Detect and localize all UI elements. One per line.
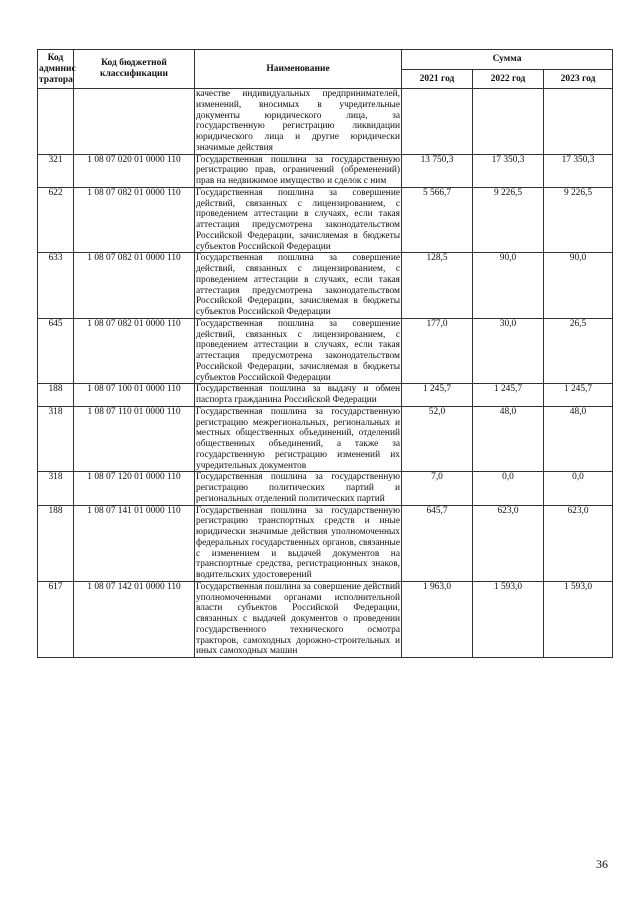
name-cell: Государственная пошлина за государственную регистрацию политических партий и региональных отделений политических партий bbox=[196, 472, 400, 504]
budget-code-cell: 1 08 07 100 01 0000 110 bbox=[74, 384, 195, 407]
sum-2021-cell: 128,5 bbox=[402, 253, 473, 319]
admin-code-cell: 622 bbox=[38, 187, 74, 253]
admin-code-cell: 188 bbox=[38, 505, 74, 581]
sum-2022-cell: 623,0 bbox=[473, 505, 544, 581]
table-body bbox=[38, 89, 613, 658]
table-row bbox=[38, 318, 613, 384]
sum-2023-cell: 90,0 bbox=[544, 253, 613, 319]
budget-code-cell: 1 08 07 141 01 0000 110 bbox=[74, 505, 195, 581]
sum-2021-cell: 13 750,3 bbox=[402, 154, 473, 187]
name-cell: Государственная пошлина за совершение действий уполномоченными органами исполнительной власти субъектов Российской Федерации, связанных с выдачей документов о проведении государственного технического осмотра тракторов, самоходных дорожно-строительных и иных самоходных машин bbox=[196, 581, 400, 657]
name-cell: Государственная пошлина за совершение действий, связанных с лицензированием, с проведением аттестации в случаях, если такая аттестация предусмотрена законодательством Российской Федерации, зачисляемая в бюджеты субъектов Российской Федерации bbox=[196, 318, 400, 383]
sum-2021-cell: 177,0 bbox=[402, 318, 473, 384]
sum-2023-cell bbox=[544, 89, 613, 155]
sum-2022-cell: 1 593,0 bbox=[473, 581, 544, 657]
sum-2023-cell: 1 245,7 bbox=[544, 384, 613, 407]
sum-2022-cell: 48,0 bbox=[473, 406, 544, 472]
table-row bbox=[38, 187, 613, 253]
name-cell: Государственная пошлина за совершение действий, связанных с лицензированием, с проведением аттестации в случаях, если такая аттестация предусмотрена законодательством Российской Федерации, зачисляемая в бюджеты субъектов Российской Федерации bbox=[196, 187, 400, 252]
sum-2023-cell: 1 593,0 bbox=[544, 581, 613, 657]
sum-2021-cell bbox=[402, 89, 473, 155]
name-cell: Государственная пошлина за совершение действий, связанных с лицензированием, с проведением аттестации в случаях, если такая аттестация предусмотрена законодательством Российской Федерации, зачисляемая в бюджеты субъектов Российской Федерации bbox=[196, 253, 400, 317]
admin-code-cell: 318 bbox=[38, 406, 74, 472]
name-cell: Государственная пошлина за государственную регистрацию прав, ограничений (обременений) прав на недвижимое имущество и сделок с ним bbox=[196, 154, 400, 186]
sum-2023-cell: 26,5 bbox=[544, 318, 613, 384]
sum-2021-cell: 5 566,7 bbox=[402, 187, 473, 253]
sum-2021-cell: 645,7 bbox=[402, 505, 473, 581]
sum-2022-cell bbox=[473, 89, 544, 155]
sum-2023-cell: 48,0 bbox=[544, 406, 613, 472]
sum-2023-cell: 623,0 bbox=[544, 505, 613, 581]
budget-code-cell: 1 08 07 110 01 0000 110 bbox=[74, 406, 195, 472]
table-header bbox=[38, 50, 613, 89]
name-cell: Государственная пошлина за выдачу и обмен паспорта гражданина Российской Федерации bbox=[196, 384, 400, 405]
sum-2023-cell: 9 226,5 bbox=[544, 187, 613, 253]
budget-code-cell bbox=[74, 89, 195, 155]
admin-code-cell: 188 bbox=[38, 384, 74, 407]
table-row bbox=[38, 472, 613, 505]
sum-2022-cell: 1 245,7 bbox=[473, 384, 544, 407]
name-cell: Государственная пошлина за государственную регистрацию межрегиональных, региональных и местных общественных объединений, отделений общественных объединений, а также за государственную регистрацию изменений их учредительных документов bbox=[196, 406, 400, 471]
budget-code-cell: 1 08 07 082 01 0000 110 bbox=[74, 187, 195, 253]
table-row bbox=[38, 154, 613, 187]
sum-2023-cell: 17 350,3 bbox=[544, 154, 613, 187]
table-row bbox=[38, 505, 613, 581]
header-budget-code: Код бюджетной классификации bbox=[74, 50, 195, 89]
sum-2023-cell: 0,0 bbox=[544, 472, 613, 505]
header-admin-code: Код админис тратора bbox=[38, 50, 74, 89]
name-cell: качестве индивидуальных предпринимателей, изменений, вносимых в учредительные документы юридического лица, за государственную регистрацию ликвидации юридического лица и другие юридически значимые действия bbox=[196, 89, 400, 153]
header-name: Наименование bbox=[195, 50, 402, 89]
name-cell: Государственная пошлина за государственную регистрацию транспортных средств и иные юридически значимые действия уполномоченных федеральных государственных органов, связанные с изменением и выдачей документов на транспортные средства, регистрационных знаков, водительских удостоверений bbox=[196, 505, 400, 580]
admin-code-cell: 617 bbox=[38, 581, 74, 657]
sum-2021-cell: 1 963,0 bbox=[402, 581, 473, 657]
budget-code-cell: 1 08 07 020 01 0000 110 bbox=[74, 154, 195, 187]
table-row bbox=[38, 384, 613, 407]
table-row bbox=[38, 581, 613, 657]
table-row bbox=[38, 89, 613, 155]
admin-code-cell: 645 bbox=[38, 318, 74, 384]
admin-code-cell: 318 bbox=[38, 472, 74, 505]
budget-code-cell: 1 08 07 082 01 0000 110 bbox=[74, 253, 195, 319]
sum-2021-cell: 7,0 bbox=[402, 472, 473, 505]
admin-code-cell: 633 bbox=[38, 253, 74, 319]
sum-2022-cell: 30,0 bbox=[473, 318, 544, 384]
table-row bbox=[38, 253, 613, 319]
budget-code-cell: 1 08 07 142 01 0000 110 bbox=[74, 581, 195, 657]
budget-code-cell: 1 08 07 120 01 0000 110 bbox=[74, 472, 195, 505]
header-sum: Сумма bbox=[402, 50, 613, 70]
sum-2021-cell: 1 245,7 bbox=[402, 384, 473, 407]
sum-2022-cell: 9 226,5 bbox=[473, 187, 544, 253]
sum-2022-cell: 17 350,3 bbox=[473, 154, 544, 187]
revenue-table bbox=[37, 49, 613, 658]
admin-code-cell bbox=[38, 89, 74, 155]
page-number: 36 bbox=[596, 857, 608, 871]
admin-code-cell: 321 bbox=[38, 154, 74, 187]
sum-2022-cell: 0,0 bbox=[473, 472, 544, 505]
table-row bbox=[38, 406, 613, 472]
header-year-2023: 2023 год bbox=[544, 70, 613, 89]
sum-2022-cell: 90,0 bbox=[473, 253, 544, 319]
header-year-2021: 2021 год bbox=[402, 70, 473, 89]
sum-2021-cell: 52,0 bbox=[402, 406, 473, 472]
header-year-2022: 2022 год bbox=[473, 70, 544, 89]
budget-code-cell: 1 08 07 082 01 0000 110 bbox=[74, 318, 195, 384]
